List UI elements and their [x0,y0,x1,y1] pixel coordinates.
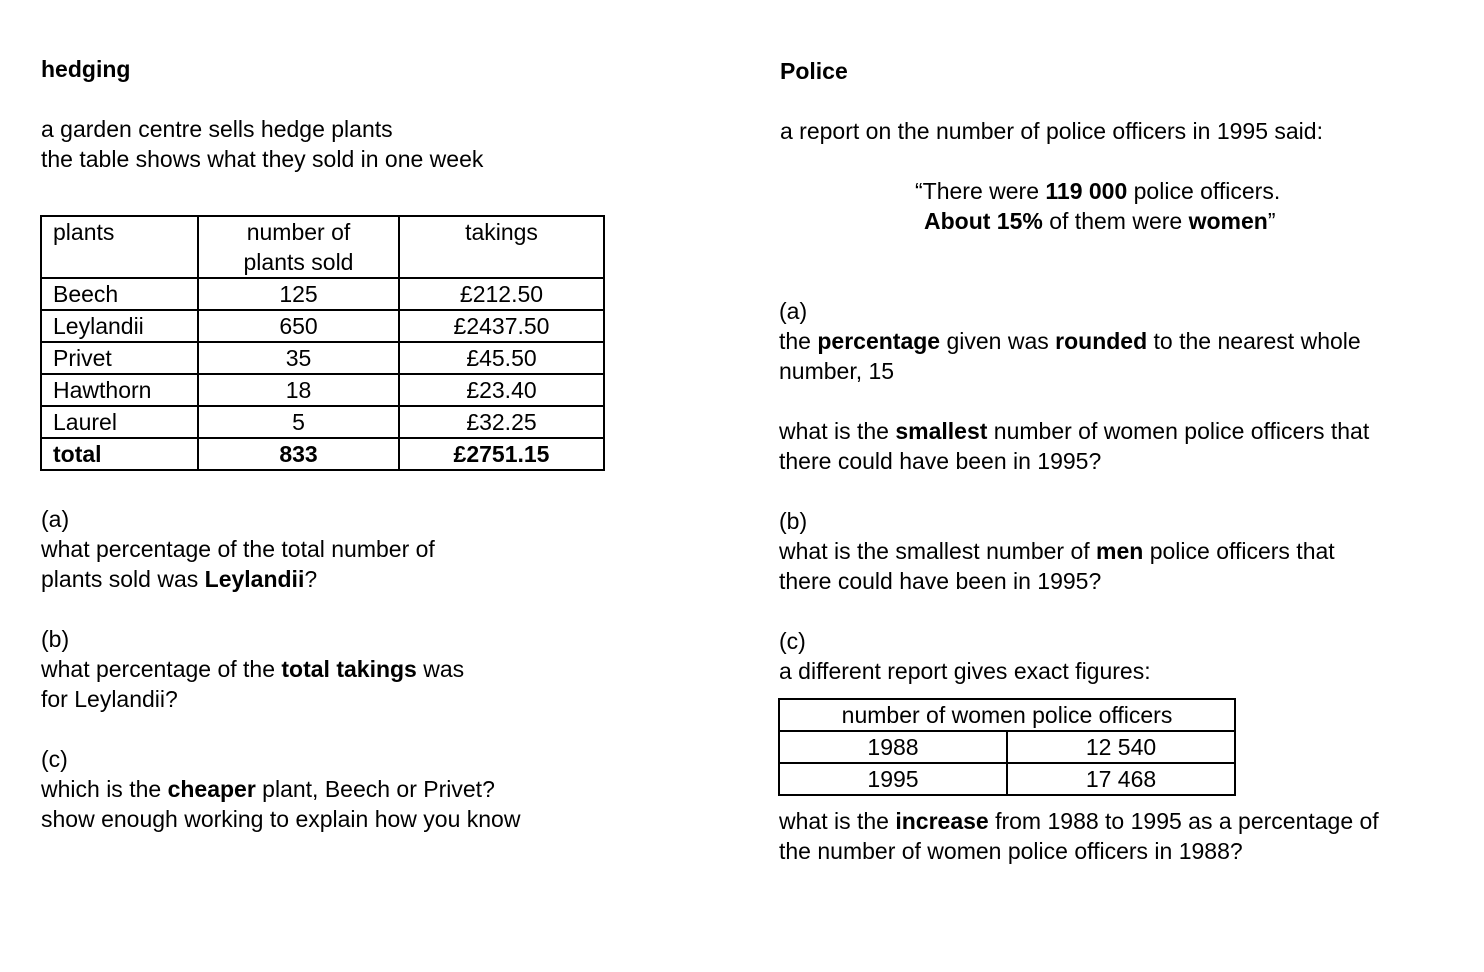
right-intro: a report on the number of police officers in 1995 said: [780,118,1323,144]
left-qc-line1-bold: cheaper [167,776,256,802]
header-number-line2: plants sold [243,249,354,275]
right-qa-label: (a) [779,298,808,324]
right-qc-line1: a different report gives exact figures: [779,658,1151,684]
total-number: 833 [198,438,399,470]
header-takings: takings [399,216,604,278]
quote-l1-bold: 119 000 [1045,178,1128,204]
table-row [41,310,604,342]
cell-plant: Privet [41,342,198,374]
left-qb-line1-bold: total takings [281,656,417,682]
cell-plant: Leylandii [41,310,198,342]
left-qc-line1-pre: which is the [41,776,168,802]
sales-table [40,215,605,471]
quote-line1 [915,176,1280,206]
police-table-header: number of women police officers [779,699,1235,731]
left-qa-line2-bold: Leylandii [204,566,305,592]
quote-l1-post: police officers. [1127,178,1281,204]
left-qa-label: (a) [41,506,70,532]
cell-number: 650 [198,310,399,342]
right-qb-line1 [779,536,1335,566]
cell-year: 1995 [779,763,1007,795]
right-qa-l1-post: to the nearest whole [1147,328,1361,354]
table-total-row [41,438,604,470]
police-table [778,698,1236,796]
cell-number: 18 [198,374,399,406]
cell-number: 125 [198,278,399,310]
table-row [41,278,604,310]
left-qc-line1-post: plant, Beech or Privet? [255,776,495,802]
cell-number: 5 [198,406,399,438]
left-qa-line1: what percentage of the total number of [41,536,435,562]
right-qc-line3: the number of women police officers in 1988? [779,838,1243,864]
right-qb-l1-post: police officers that [1143,538,1335,564]
cell-takings: £23.40 [399,374,604,406]
right-qa-line2: number, 15 [779,358,895,384]
right-qb-l1-bold: men [1096,538,1144,564]
quote-l2-post: ” [1267,208,1276,234]
header-plants: plants [41,216,198,278]
table-row [41,406,604,438]
left-qb-line1-post: was [416,656,465,682]
left-qa-line2-post: ? [304,566,318,592]
right-qa-line4: there could have been in 1995? [779,448,1102,474]
cell-takings: £32.25 [399,406,604,438]
left-qb-line1 [41,654,464,684]
right-qa-line1 [779,326,1361,356]
cell-year: 1988 [779,731,1007,763]
table-row [779,731,1235,763]
police-table-header-row [779,699,1235,731]
cell-count: 12 540 [1007,731,1235,763]
quote-l2-bold2: women [1188,208,1268,234]
right-qc-l2-pre: what is the [779,808,896,834]
header-number-line1: number of [246,219,351,245]
quote-l2-mid: of them were [1042,208,1189,234]
right-qa-l1-pre: the [779,328,818,354]
cell-plant: Hawthorn [41,374,198,406]
left-qc-line1 [41,774,495,804]
right-qa-l1-b1: percentage [817,328,941,354]
right-qa-l3-post: number of women police officers that [987,418,1370,444]
cell-plant: Laurel [41,406,198,438]
total-label: total [41,438,198,470]
table-row [779,763,1235,795]
cell-number: 35 [198,342,399,374]
right-qa-l3-pre: what is the [779,418,896,444]
total-takings: £2751.15 [399,438,604,470]
right-qc-l2-bold: increase [895,808,989,834]
left-qc-line2: show enough working to explain how you know [41,806,521,832]
cell-count: 17 468 [1007,763,1235,795]
header-number-sold [198,216,399,278]
quote-line2 [924,206,1275,236]
quote-l2-bold1: About 15% [924,208,1043,234]
right-qc-l2-post: from 1988 to 1995 as a percentage of [988,808,1379,834]
quote-l1-pre: “There were [915,178,1046,204]
right-qa-line3 [779,416,1369,446]
left-intro-line1: a garden centre sells hedge plants [41,116,393,142]
right-title: Police [780,58,848,84]
cell-plant: Beech [41,278,198,310]
right-qb-label: (b) [779,508,808,534]
left-intro-line2: the table shows what they sold in one week [41,146,484,172]
cell-takings: £45.50 [399,342,604,374]
left-title: hedging [41,56,131,82]
right-qb-line2: there could have been in 1995? [779,568,1102,594]
table-row [41,374,604,406]
right-qc-line2 [779,806,1379,836]
left-qa-line2 [41,564,317,594]
left-qb-line1-pre: what percentage of the [41,656,282,682]
right-qa-l1-mid: given was [940,328,1056,354]
right-qa-l3-bold: smallest [895,418,988,444]
right-qb-l1-pre: what is the smallest number of [779,538,1097,564]
cell-takings: £212.50 [399,278,604,310]
right-qa-l1-b2: rounded [1055,328,1148,354]
table-header-row [41,216,604,278]
table-row [41,342,604,374]
cell-takings: £2437.50 [399,310,604,342]
left-qa-line2-pre: plants sold was [41,566,205,592]
left-qb-line2: for Leylandii? [41,686,178,712]
left-qb-label: (b) [41,626,70,652]
left-qc-label: (c) [41,746,68,772]
right-qc-label: (c) [779,628,806,654]
